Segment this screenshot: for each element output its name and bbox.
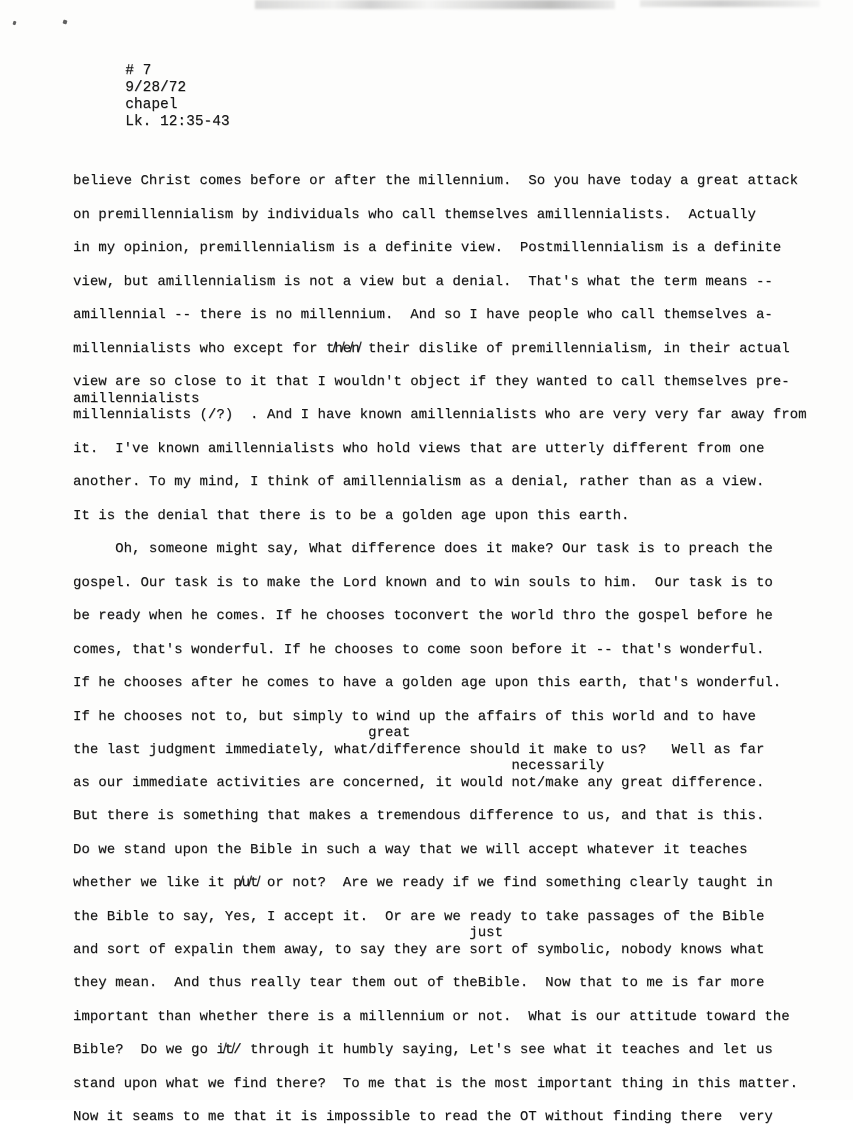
inserted-correction: just [73, 925, 503, 941]
text-line: gospel. Our task is to make the Lord known and to win souls to him. Our task is to [73, 574, 773, 591]
header-date: 9/28/72 [125, 80, 187, 96]
text-line: view, but amillennialism is not a view but a denial. That's what the term means -- [73, 273, 773, 290]
text-line: If he chooses after he comes to have a golden age upon this earth, that's wonderful. [73, 675, 782, 691]
ink-speck [62, 19, 67, 24]
text-line: amillennial -- there is no millennium. And so I have people who call themselves a- [73, 307, 773, 323]
text-line: they mean. And thus really tear them out of theBible. Now that to me is far more [73, 975, 765, 991]
inserted-correction: necessarily [73, 758, 605, 774]
text-line: view are so close to it that I wouldn't object if they wanted to call themselves pre- [73, 374, 790, 390]
text-line: and sort of expalin them away, to say they are sort of symbolic, nobody knows what [73, 941, 765, 958]
text-line-with-strikeout: Bible? Do we go i̸t̸/ through it humbly saying, Let's see what it teaches and let us [73, 1042, 773, 1058]
text-line: If he chooses not to, but simply to wind up the affairs of this world and to have [73, 708, 756, 725]
text-line: believe Christ comes before or after the millennium. So you have today a great attack [73, 173, 799, 189]
header-location: chapel [125, 97, 178, 113]
header-scripture-reference: Lk. 12:35-43 [125, 114, 230, 130]
inserted-correction: amillennialists [73, 390, 200, 407]
text-line: another. To my mind, I think of amillennialism as a denial, rather than as a view. [73, 474, 765, 490]
page-content [73, 0, 833, 1125]
inserted-correction: great [73, 725, 411, 741]
ink-speck [12, 21, 16, 26]
text-line: it. I've known amillennialists who hold views that are utterly different from one [73, 440, 765, 457]
text-line: on premillennialism by individuals who call themselves amillennialists. Actually [73, 206, 756, 223]
text-line: be ready when he comes. If he chooses toconvert the world thro the gospel before he [73, 608, 773, 624]
text-line: comes, that's wonderful. If he chooses to come soon before it -- that's wonderful. [73, 641, 765, 658]
text-line: But there is something that makes a tremendous difference to us, and that is this. [73, 808, 765, 824]
text-line: in my opinion, premillennialism is a definite view. Postmillennialism is a definite [73, 240, 782, 256]
text-line: millennialists (/?) . And I have known amillennialists who are very very far away from [73, 407, 807, 423]
page-header [73, 46, 833, 148]
text-line: stand upon what we find there? To me that is the most important thing in this matter. [73, 1075, 799, 1092]
text-line-with-strikeout: whether we like it p̸u̸t̸ or not? Are we ready if we find something clearly taught in [73, 875, 773, 891]
text-line: as our immediate activities are concerned, it would not/make any great difference. [73, 774, 765, 791]
text-line-with-strikeout: millennialists who except for t̸h̸e̸n̸ their dislike of premillennialism, in their actual [73, 340, 790, 357]
header-sermon-number: # 7 [125, 63, 152, 79]
text-line: Now it seams to me that it is impossible to read the OT without finding there very [73, 1109, 773, 1125]
text-line: the Bible to say, Yes, I accept it. Or are we ready to take passages of the Bible [73, 908, 765, 925]
text-line: It is the denial that there is to be a golden age upon this earth. [73, 507, 630, 524]
text-line-paragraph-start: Oh, someone might say, What difference does it make? Our task is to preach the [73, 541, 773, 557]
text-line: Do we stand upon the Bible in such a way that we will accept whatever it teaches [73, 841, 748, 858]
text-line: the last judgment immediately, what/difference should it make to us? Well as far [73, 741, 765, 758]
text-line: important than whether there is a millennium or not. What is our attitude toward the [73, 1008, 790, 1025]
